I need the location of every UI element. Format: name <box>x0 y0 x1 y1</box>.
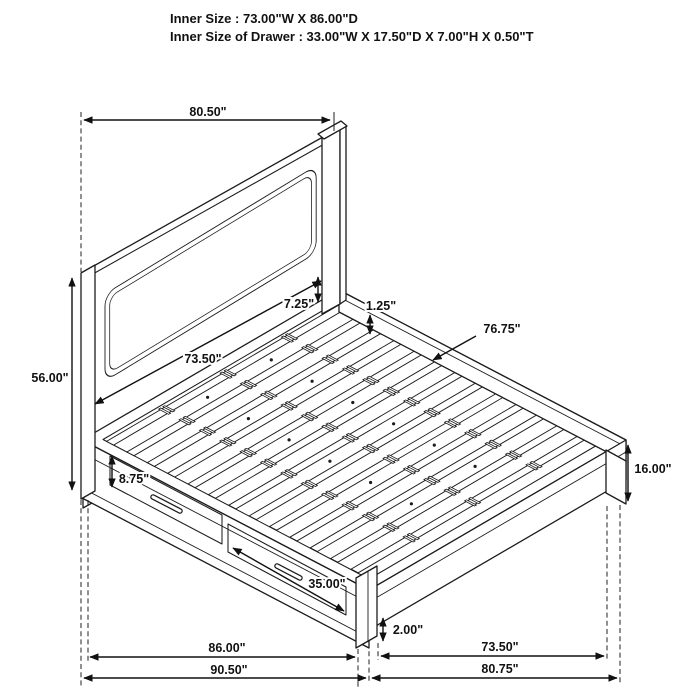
dim-label-drawer-front-width: 35.00" <box>308 577 346 591</box>
dim-foot-outer-width <box>372 662 617 678</box>
dim-headboard-width <box>84 105 330 120</box>
dim-label-drawer-front-height: 8.75" <box>118 472 150 486</box>
dim-label-slat-thickness: 1.25" <box>365 299 397 313</box>
dim-label-headboard-panel-width: 73.50" <box>184 352 222 366</box>
dim-label-foot-inner-width: 73.50" <box>481 640 519 654</box>
dim-label-floor-clearance: 2.00" <box>392 623 424 637</box>
headboard-right-post <box>322 122 340 314</box>
headboard-right-post-side <box>340 122 346 304</box>
dim-label-side-outer-length: 90.50" <box>210 663 248 677</box>
dim-label-slat-length: 76.75" <box>483 322 521 336</box>
inner-size-note: Inner Size : 73.00"W X 86.00"D <box>170 11 358 26</box>
foot-left-leg <box>356 566 377 648</box>
dim-side-outer-length <box>84 663 366 678</box>
dim-headboard-height <box>31 278 72 490</box>
dim-label-footboard-height: 16.00" <box>634 462 672 476</box>
dim-label-foot-outer-width: 80.75" <box>481 662 519 676</box>
dim-side-inner-length <box>90 641 355 657</box>
dim-floor-clearance <box>383 618 423 641</box>
dim-footboard-height <box>628 445 672 501</box>
dim-label-side-inner-length: 86.00" <box>208 641 246 655</box>
header-notes <box>170 11 534 44</box>
headboard-left-post <box>81 265 95 499</box>
drawer-inner-size-note: Inner Size of Drawer : 33.00"W X 17.50"D X 7.00"H X 0.50"T <box>170 29 534 44</box>
dim-label-headboard-height: 56.00" <box>31 371 69 385</box>
dim-foot-inner-width <box>381 640 604 656</box>
dim-label-headboard-base-gap: 7.25" <box>283 297 315 311</box>
dim-label-headboard-width: 80.50" <box>189 105 227 119</box>
